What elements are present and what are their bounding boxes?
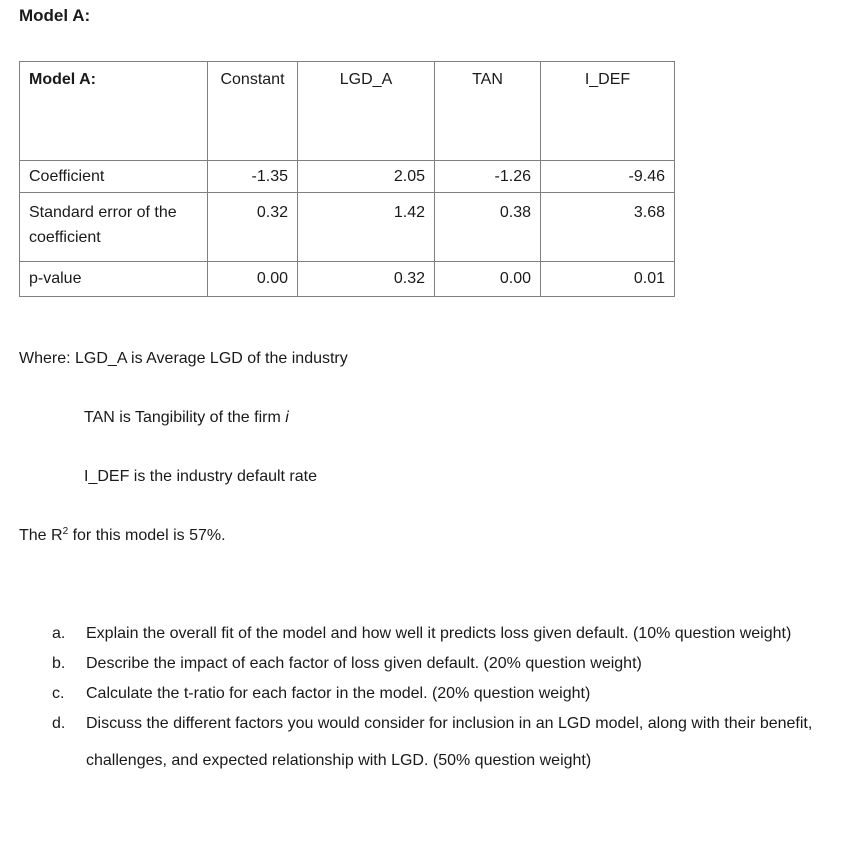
question-text: Explain the overall fit of the model and how well it predicts loss given default. (10% question weight): [86, 625, 792, 642]
cell-value: -9.46: [541, 161, 675, 193]
question-label: b.: [52, 655, 66, 672]
question-text: Describe the impact of each factor of loss given default. (20% question weight): [86, 655, 642, 672]
definition-tan-italic: i: [285, 409, 289, 426]
table-row-coefficient: [20, 161, 675, 193]
row-label: p-value: [20, 262, 208, 297]
question-list: [52, 622, 832, 779]
cell-value: 0.00: [208, 262, 298, 297]
definition-tan: [84, 409, 289, 427]
question-label: d.: [52, 715, 66, 732]
cell-value: -1.35: [208, 161, 298, 193]
question-text: Discuss the different factors you would consider for inclusion in an LGD model, along with their benefit, challenges, and expected relationship with LGD. (50% question weight): [86, 715, 813, 769]
r2-suffix: for this model is 57%.: [68, 527, 226, 544]
question-text: Calculate the t-ratio for each factor in the model. (20% question weight): [86, 685, 591, 702]
model-a-table: [19, 61, 675, 297]
cell-value: 2.05: [298, 161, 435, 193]
definition-lgd-a: Where: LGD_A is Average LGD of the industry: [19, 350, 348, 367]
r-squared-statement: [19, 527, 226, 545]
cell-value: 0.00: [435, 262, 541, 297]
table-corner-label: Model A:: [20, 62, 208, 161]
table-header-row: [20, 62, 675, 161]
row-label: Coefficient: [20, 161, 208, 193]
column-header-tan: TAN: [435, 62, 541, 161]
cell-value: -1.26: [435, 161, 541, 193]
table-row-standard-error: [20, 193, 675, 262]
cell-value: 0.32: [208, 193, 298, 262]
cell-value: 3.68: [541, 193, 675, 262]
question-item-d: [52, 712, 832, 779]
cell-value: 0.32: [298, 262, 435, 297]
r2-prefix: The R: [19, 527, 63, 544]
definition-tan-text: TAN is Tangibility of the firm: [84, 409, 286, 426]
column-header-constant: Constant: [208, 62, 298, 161]
cell-value: 0.38: [435, 193, 541, 262]
row-label: Standard error of the coefficient: [20, 193, 208, 262]
cell-value: 0.01: [541, 262, 675, 297]
column-header-lgd-a: LGD_A: [298, 62, 435, 161]
definition-i-def: I_DEF is the industry default rate: [84, 468, 317, 485]
question-label: a.: [52, 625, 66, 642]
cell-value: 1.42: [298, 193, 435, 262]
table-row-p-value: [20, 262, 675, 297]
r2-superscript: 2: [62, 526, 69, 537]
question-label: c.: [52, 685, 65, 702]
column-header-i-def: I_DEF: [541, 62, 675, 161]
page-heading: Model A:: [19, 6, 91, 25]
